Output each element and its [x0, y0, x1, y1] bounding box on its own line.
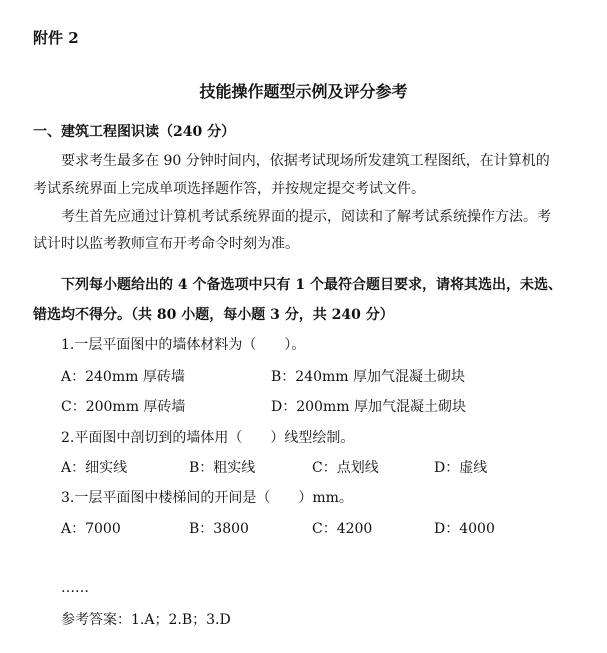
question-3-option-d: D：4000	[434, 521, 495, 537]
paragraph-1-line-1: 要求考生最多在 90 分钟时间内，依据考试现场所发建筑工程图纸，在计算机的	[61, 153, 550, 169]
question-1-option-c: C：200mm 厚砖墙	[61, 399, 186, 415]
ellipsis: ……	[61, 580, 89, 596]
question-3-option-c: C：4200	[312, 521, 373, 537]
attachment-label: 附件 2	[33, 29, 79, 47]
question-2-option-c: C：点划线	[312, 460, 379, 476]
reference-answer: 参考答案：1.A；2.B；3.D	[61, 612, 231, 628]
question-2-option-a: A：细实线	[61, 460, 128, 476]
section-heading: 一、建筑工程图识读（240 分）	[33, 124, 236, 140]
question-3-stem: 3.一层平面图中楼梯间的开间是（ ）mm。	[61, 490, 353, 506]
question-1-option-d: D：200mm 厚加气混凝土砌块	[271, 399, 466, 415]
question-1-stem: 1.一层平面图中的墙体材料为（ ）。	[61, 337, 306, 353]
paragraph-1-line-2: 考试系统界面上完成单项选择题作答，并按规定提交考试文件。	[33, 181, 425, 197]
question-2-option-d: D：虚线	[434, 460, 488, 476]
question-2-option-b: B：粗实线	[189, 460, 256, 476]
paragraph-2-line-2: 试计时以监考教师宣布开考命令时刻为准。	[33, 236, 299, 252]
question-1-option-b: B：240mm 厚加气混凝土砌块	[271, 369, 466, 385]
page-title: 技能操作题型示例及评分参考	[199, 82, 408, 101]
instruction-line-1: 下列每小题给出的 4 个备选项中只有 1 个最符合题目要求，请将其选出，未选、	[61, 277, 562, 293]
question-1-option-a: A：240mm 厚砖墙	[61, 369, 185, 385]
question-3-option-a: A：7000	[61, 521, 121, 537]
instruction-line-2: 错选均不得分。（共 80 小题，每小题 3 分，共 240 分）	[33, 307, 394, 323]
paragraph-2-line-1: 考生首先应通过计算机考试系统界面的提示，阅读和了解考试系统操作方法。考	[61, 209, 551, 225]
question-3-option-b: B：3800	[189, 521, 249, 537]
question-2-stem: 2.平面图中剖切到的墙体用（ ）线型绘制。	[61, 430, 355, 446]
